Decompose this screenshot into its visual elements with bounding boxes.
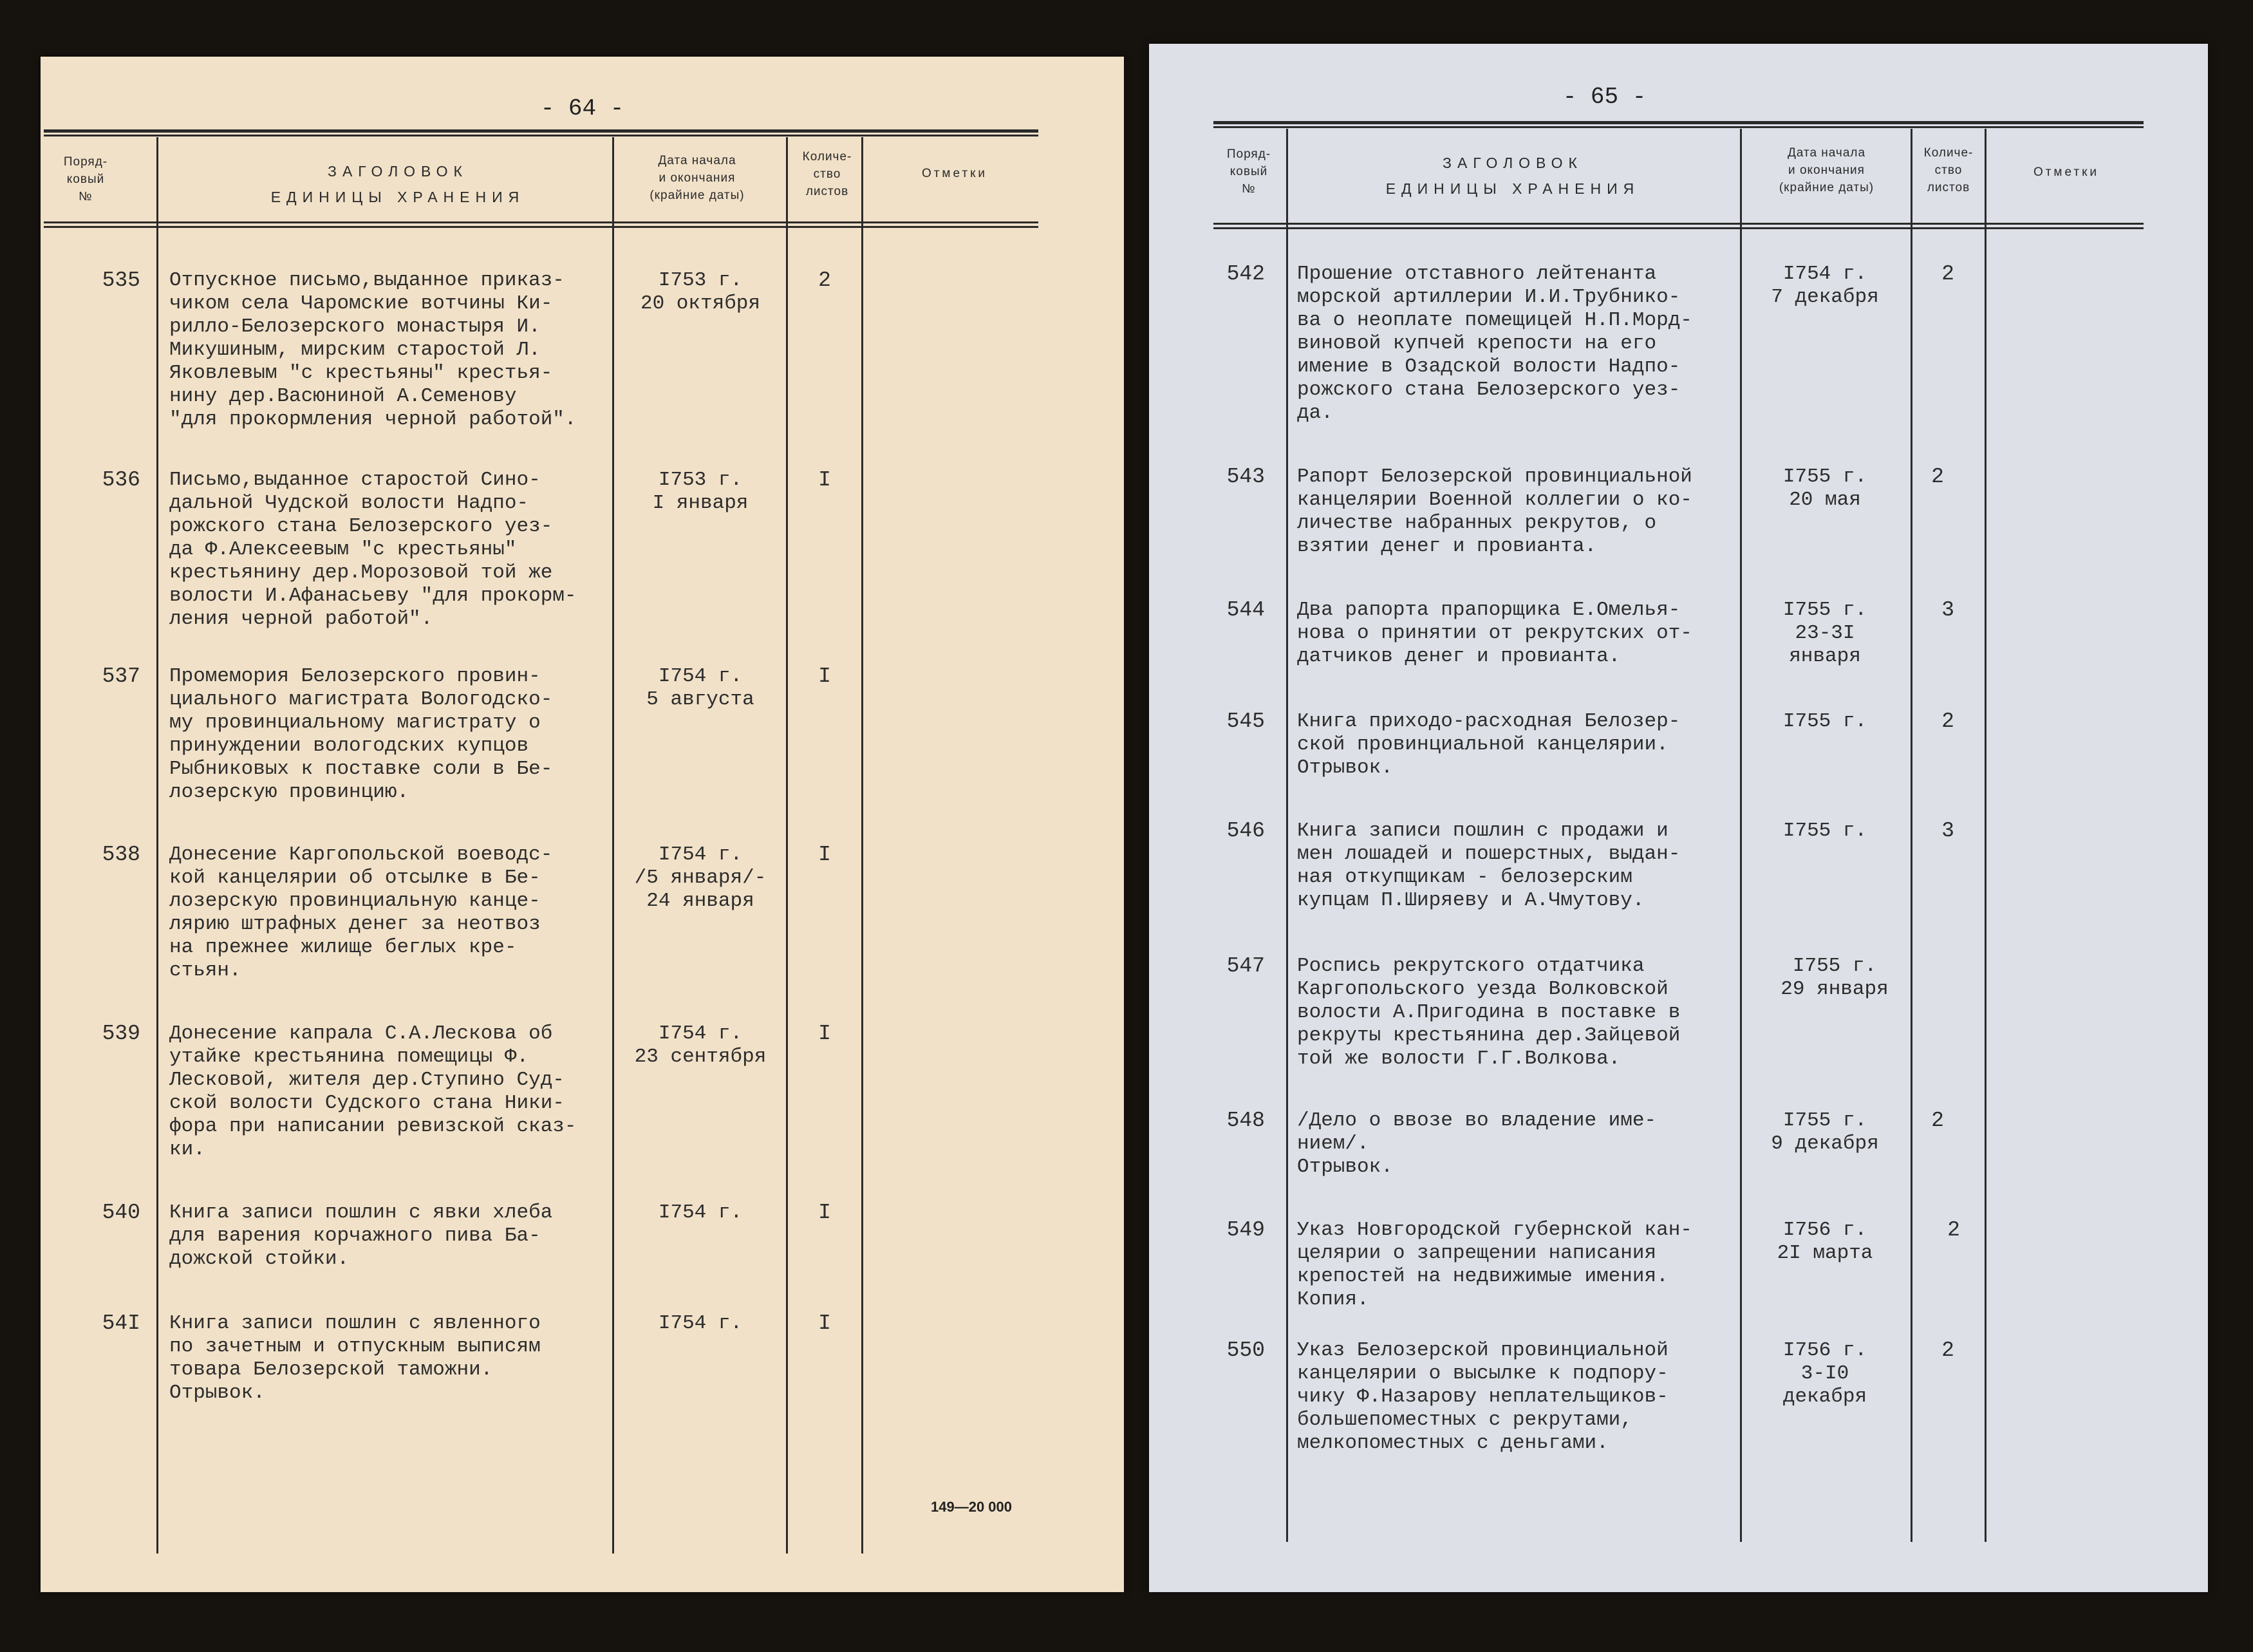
- column-header-notes: Отметки: [2033, 165, 2100, 179]
- header-bottom-rule: [1213, 223, 2144, 225]
- row-number: 543: [1226, 465, 1265, 489]
- row-dates: I754 г. 23 сентября: [634, 1022, 767, 1068]
- row-title: Донесение капрала С.А.Лескова об утайке крестьянина помещицы Ф. Лесковой, жителя дер.Ступино Суд- ской волости Судского стана Ники- фора при написании ревизской сказ- ки.: [169, 1022, 577, 1161]
- row-dates: I754 г. /5 января/- 24 января: [634, 843, 767, 912]
- header-bottom-rule: [44, 221, 1038, 223]
- row-title: /Дело о ввозе во владение име- нием/. Отрывок.: [1297, 1109, 1657, 1178]
- row-dates: I755 г. 20 мая: [1782, 465, 1867, 511]
- column-divider: [612, 137, 614, 1553]
- row-number: 536: [102, 468, 140, 492]
- row-sheets: 2: [1941, 709, 1954, 733]
- column-header-number: Поряд- ковый №: [63, 155, 108, 203]
- row-sheets: I: [818, 843, 831, 867]
- column-divider: [1985, 129, 1987, 1542]
- row-number: 535: [102, 268, 140, 292]
- row-number: 548: [1226, 1109, 1265, 1132]
- row-sheets: 3: [1941, 598, 1954, 622]
- row-sheets: I: [818, 468, 831, 492]
- row-sheets: I: [818, 1022, 831, 1046]
- column-header-title: ЗАГОЛОВОК ЕДИНИЦЫ ХРАНЕНИЯ: [1385, 155, 1640, 197]
- row-sheets: 2: [1947, 1218, 1960, 1242]
- row-number: 54I: [102, 1311, 140, 1335]
- column-header-notes: Отметки: [921, 167, 988, 180]
- row-number: 540: [102, 1201, 140, 1225]
- row-title: Роспись рекрутского отдатчика Каргопольского уезда Волковской волости А.Пригодина в поставке в рекруты крестьянина дер.Зайцевой той же волости Г.Г.Волкова.: [1297, 955, 1681, 1070]
- row-title: Книга записи пошлин с явленного по зачетным и отпускным выписям товара Белозерской таможни. Отрывок.: [169, 1312, 541, 1404]
- row-title: Книга приходо-расходная Белозер- ской провинциальной канцелярии. Отрывок.: [1297, 710, 1681, 779]
- column-divider: [786, 137, 788, 1553]
- row-sheets: I: [818, 1201, 831, 1225]
- row-number: 547: [1226, 954, 1265, 978]
- header-top-rule: [44, 129, 1038, 133]
- header-top-rule: [1213, 121, 2144, 124]
- row-sheets: I: [818, 1311, 831, 1335]
- row-dates: I754 г. 7 декабря: [1771, 263, 1879, 308]
- row-sheets: 3: [1941, 819, 1954, 843]
- row-dates: I754 г. 5 августа: [646, 665, 754, 711]
- header-bottom-rule-thin: [1213, 227, 2144, 229]
- row-title: Отпускное письмо,выданное приказ- чиком села Чаромские вотчины Ки- рилло-Белозерского монастыря И. Микушиным, мирским старостой Л. Яковлевым "с крестьяны" крестья- нину дер.Васюниной А.Семенову "для прокормления черной работой".: [169, 269, 577, 431]
- row-dates: I755 г.: [1782, 820, 1867, 842]
- row-dates: I756 г. 2I марта: [1777, 1219, 1873, 1264]
- row-dates: I755 г. 9 декабря: [1771, 1109, 1879, 1155]
- row-sheets: I: [818, 664, 831, 688]
- row-dates: I754 г.: [658, 1201, 743, 1224]
- row-dates: I755 г.: [1782, 710, 1867, 733]
- column-header-sheets: Количе- ство листов: [802, 150, 852, 198]
- header-bottom-rule-thin: [44, 226, 1038, 228]
- row-title: Рапорт Белозерской провинциальной канцелярии Военной коллегии о ко- личестве набранных рекрутов, о взятии денег и провианта.: [1297, 465, 1692, 558]
- header-top-rule-thin: [1213, 126, 2144, 128]
- row-number: 544: [1226, 598, 1265, 622]
- column-header-dates: Дата начала и окончания (крайние даты): [1779, 146, 1874, 194]
- row-title: Книга записи пошлин с явки хлеба для варения корчажного пива Ба- дожской стойки.: [169, 1201, 553, 1270]
- row-dates: I753 г. 20 октября: [640, 269, 761, 315]
- row-dates: I754 г.: [658, 1312, 743, 1335]
- page-number: - 65 -: [1562, 84, 1647, 110]
- column-header-number: Поряд- ковый №: [1226, 147, 1271, 196]
- header-top-rule-thin: [44, 135, 1038, 136]
- row-number: 545: [1226, 709, 1265, 733]
- left-page: [41, 57, 1124, 1592]
- column-header-dates: Дата начала и окончания (крайние даты): [650, 154, 745, 202]
- row-title: Указ Новгородской губернской кан- целярии о запрещении написания крепостей на недвижимые имения. Копия.: [1297, 1219, 1692, 1311]
- print-run-imprint: 149—20 000: [931, 1499, 1012, 1515]
- column-divider: [156, 137, 158, 1553]
- column-divider: [1286, 129, 1288, 1542]
- row-title: Прошение отставного лейтенанта морской артиллерии И.И.Трубнико- ва о неоплате помещицей Н.П.Морд- виновой купчей крепости на его имение в Озадской волости Надпо- рожского стана Белозерского уез- да.: [1297, 263, 1692, 424]
- right-page: [1149, 44, 2208, 1592]
- row-sheets: 2: [1931, 465, 1944, 489]
- row-title: Два рапорта прапорщика Е.Омелья- нова о принятии от рекрутских от- датчиков денег и провианта.: [1297, 599, 1692, 668]
- row-sheets: 2: [818, 268, 831, 292]
- row-number: 537: [102, 664, 140, 688]
- column-header-title: ЗАГОЛОВОК ЕДИНИЦЫ ХРАНЕНИЯ: [270, 163, 525, 205]
- row-number: 538: [102, 843, 140, 867]
- row-title: Указ Белозерской провинциальной канцелярии о высылке к подпору- чику Ф.Назарову неплательщиков- большепоместных с рекрутами, мелкопоместных с деньгами.: [1297, 1339, 1669, 1454]
- row-title: Книга записи пошлин с продажи и мен лошадей и пошерстных, выдан- ная откупщикам - белозерским купцам П.Ширяеву и А.Чмутову.: [1297, 820, 1681, 912]
- row-title: Донесение Каргопольской воеводс- кой канцелярии об отсылке в Бе- лозерскую провинциальную канце- лярию штрафных денег за неотвоз на прежнее жилище беглых кре- стьян.: [169, 843, 553, 982]
- row-number: 549: [1226, 1218, 1265, 1242]
- column-divider: [861, 137, 863, 1553]
- row-title: Промемория Белозерского провин- циального магистрата Вологодско- му провинциальному магистрату о принуждении вологодских купцов Рыбниковых к поставке соли в Бе- лозерскую провинцию.: [169, 665, 553, 803]
- row-dates: I753 г. I января: [652, 469, 749, 514]
- row-sheets: 2: [1941, 1338, 1954, 1362]
- row-dates: I756 г. 3-I0 декабря: [1782, 1339, 1867, 1408]
- row-number: 550: [1226, 1338, 1265, 1362]
- row-title: Письмо,выданное старостой Сино- дальной Чудской волости Надпо- рожского стана Белозерского уез- да Ф.Алексеевым "с крестьяны" крестьянину дер.Морозовой той же волости И.Афанасьеву "для прокорм- ления черной работой".: [169, 469, 577, 630]
- row-number: 539: [102, 1022, 140, 1046]
- row-dates: I755 г. 23-3I января: [1782, 599, 1867, 668]
- row-number: 542: [1226, 262, 1265, 286]
- row-number: 546: [1226, 819, 1265, 843]
- column-header-sheets: Количе- ство листов: [1923, 146, 1974, 194]
- row-sheets: 2: [1931, 1109, 1944, 1132]
- page-number: - 64 -: [540, 95, 624, 122]
- row-dates: I755 г. 29 января: [1781, 955, 1889, 1000]
- row-sheets: 2: [1941, 262, 1954, 286]
